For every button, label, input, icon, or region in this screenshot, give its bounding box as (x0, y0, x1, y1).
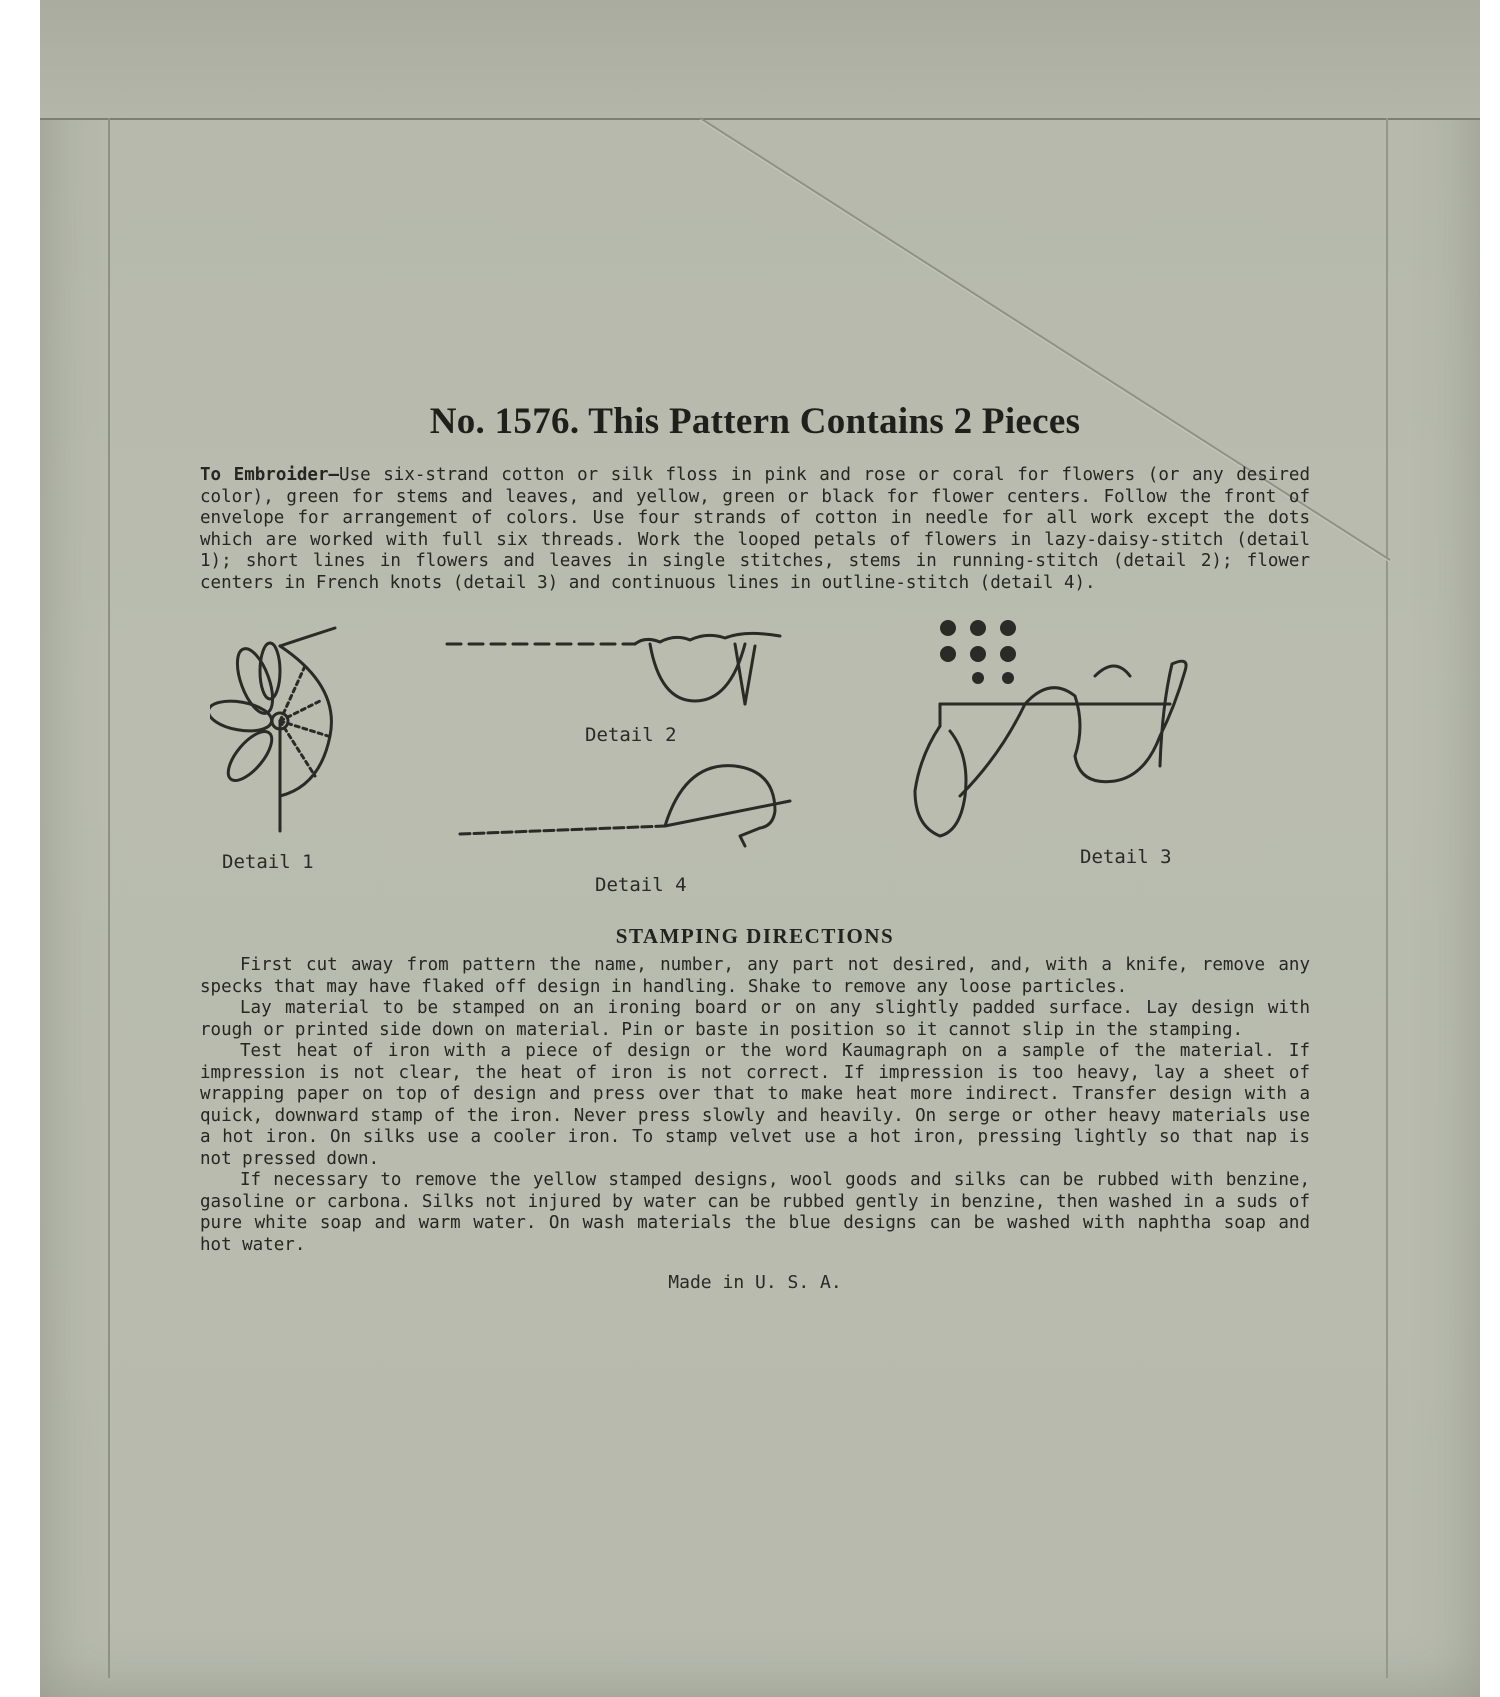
french-knot-illustration (900, 616, 1210, 846)
lazy-daisy-stitch-illustration (210, 626, 360, 836)
stamping-paragraph-3: Test heat of iron with a piece of design or the word Kaumagraph on a sample of the material. If impression is not clear, the heat of iron is not correct. If impression is too heavy, lay a sheet of wrapping paper on top of design and press over that to make heat more indirect. Transfer design with a quick, downward stamp of the iron. Never press slowly and heavily. On serge or other heavy materials use a hot iron. On silks use a cooler iron. To stamp velvet use a hot iron, pressing lightly so that nap is not pressed down. (200, 1041, 1310, 1169)
running-stitch-illustration (445, 626, 790, 716)
made-in-usa: Made in U. S. A. (668, 1272, 842, 1293)
pattern-title: No. 1576. This Pattern Contains 2 Pieces (429, 401, 1081, 442)
detail-1-label: Detail 1 (222, 851, 314, 873)
stamping-paragraph-1: First cut away from pattern the name, number, any part not desired, and, with a knife, remove any specks that may have flaked off design in handling. Shake to remove any loose particles. (200, 955, 1310, 997)
stamping-directions-heading: STAMPING DIRECTIONS (615, 924, 895, 948)
outline-stitch-illustration (455, 756, 800, 856)
detail-3-label: Detail 3 (1080, 846, 1172, 868)
embroider-paragraph (200, 465, 1310, 594)
stitch-detail-figures (200, 616, 1310, 916)
detail-4-label: Detail 4 (595, 874, 687, 896)
instruction-content (200, 400, 1310, 1293)
embroider-lead: To Embroider— (200, 465, 340, 485)
stamping-paragraph-2: Lay material to be stamped on an ironing board or on any slightly padded surface. Lay design with rough or printed side down on material. Pin or baste in position so it cannot slip in the stamping. (200, 998, 1310, 1040)
stamping-paragraph-4: If necessary to remove the yellow stamped designs, wool goods and silks can be rubbed with benzine, gasoline or carbona. Silks not injured by water can be rubbed gently in benzine, then washed in a suds of pure white soap and warm water. On wash materials the blue designs can be washed with naphtha soap and hot water. (200, 1170, 1310, 1255)
embroider-text: Use six-strand cotton or silk floss in pink and rose or coral for flowers (or any desired color), green for stems and leaves, and yellow, green or black for flower centers. Follow the front of envelope for arrangement of colors. Use four strands of cotton in needle for all work except the dots which are worked with full six threads. Work the looped petals of flowers in lazy-daisy-stitch (detail 1); short lines in flowers and leaves in single stitches, stems in running-stitch (detail 2); flower centers in French knots (detail 3) and continuous lines in outline-stitch (detail 4). (200, 465, 1310, 593)
detail-2-label: Detail 2 (585, 724, 677, 746)
